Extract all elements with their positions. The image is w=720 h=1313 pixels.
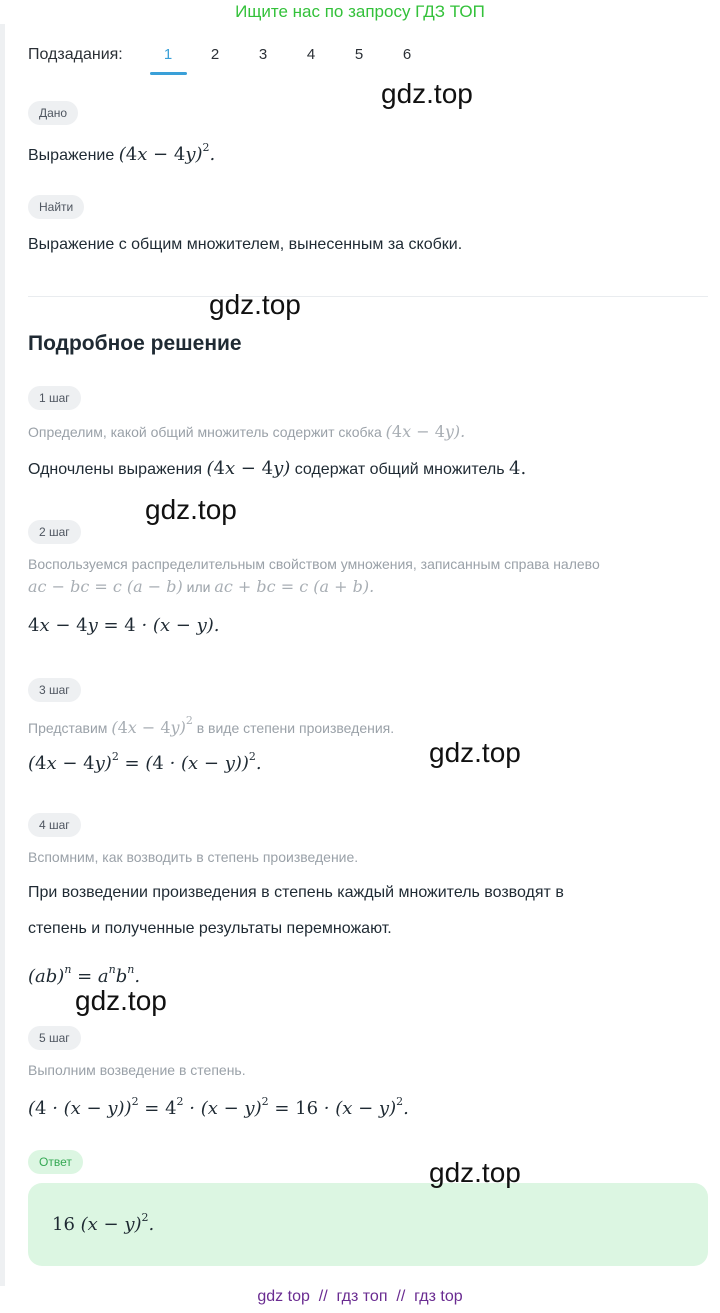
step-1-body-math: (4x − 4y) bbox=[206, 458, 291, 479]
step-2-formula-b: ac + bc = c (a + b). bbox=[214, 577, 375, 596]
step-3-badge: 3 шаг bbox=[28, 678, 81, 702]
step-3-hint bbox=[28, 714, 394, 737]
step-1-hint-text: Определим, какой общий множитель содержит скобка bbox=[28, 424, 382, 440]
step-3-result: $(4x - 4y)^2 = (4 \cdot (x - y))^2$. bbox=[28, 750, 262, 774]
step-1-body-text-a: Одночлены выражения bbox=[28, 461, 202, 478]
step-4-hint: Вспомним, как возводить в степень произведение. bbox=[28, 849, 359, 865]
left-border bbox=[0, 24, 5, 1286]
step-5-badge: 5 шаг bbox=[28, 1026, 81, 1050]
step-1-body-math2: 4. bbox=[509, 458, 527, 479]
subtasks-nav bbox=[28, 44, 708, 76]
watermark: gdz.top bbox=[145, 494, 237, 525]
subtasks-label: Подзадания: bbox=[28, 46, 123, 63]
find-text: Выражение с общим множителем, вынесенным за скобки. bbox=[28, 236, 463, 253]
answer-math: 16 $(x - y)^2$. bbox=[52, 1211, 155, 1235]
watermark: gdz.top bbox=[381, 78, 473, 109]
step-2-hint-formulas bbox=[28, 577, 374, 596]
tab-subtask-6[interactable]: 6 bbox=[402, 46, 412, 63]
step-1-body bbox=[28, 458, 526, 479]
tab-subtask-2[interactable]: 2 bbox=[210, 46, 220, 63]
tab-subtask-5[interactable]: 5 bbox=[354, 46, 364, 63]
step-4-result: $(ab)^n = a^nb^n$. bbox=[28, 963, 141, 987]
step-2-formula-a: ac − bc = c (a − b) bbox=[28, 577, 183, 596]
watermark: gdz.top bbox=[429, 1157, 521, 1188]
step-1-hint-math: (4x − 4y). bbox=[385, 422, 466, 441]
active-tab-indicator bbox=[150, 72, 187, 75]
step-1-body-text-b: содержат общий множитель bbox=[294, 461, 505, 478]
given-badge: Дано bbox=[28, 101, 78, 125]
step-3-hint-a: Представим bbox=[28, 720, 108, 736]
step-2-or: или bbox=[186, 579, 211, 595]
given-label: Выражение bbox=[28, 147, 115, 164]
footer-links[interactable]: gdz top // гдз топ // гдз top bbox=[257, 1288, 463, 1305]
watermark: gdz.top bbox=[429, 737, 521, 768]
tab-subtask-4[interactable]: 4 bbox=[306, 46, 316, 63]
answer-box bbox=[28, 1183, 708, 1266]
step-2-result: 4x − 4y = 4 · (x − y). bbox=[28, 615, 220, 636]
find-badge: Найти bbox=[28, 195, 84, 219]
step-4-body-line2: степень и полученные результаты перемножают. bbox=[28, 920, 392, 937]
search-banner[interactable]: Ищите нас по запросу ГДЗ ТОП bbox=[235, 2, 485, 21]
watermark: gdz.top bbox=[75, 985, 167, 1016]
step-1-hint bbox=[28, 422, 465, 441]
given-text bbox=[28, 141, 215, 165]
tab-subtask-1[interactable]: 1 bbox=[163, 46, 173, 63]
step-5-hint: Выполним возведение в степень. bbox=[28, 1062, 246, 1078]
step-1-badge: 1 шаг bbox=[28, 386, 81, 410]
tab-subtask-3[interactable]: 3 bbox=[258, 46, 268, 63]
step-3-hint-math: $(4x - 4y)^2$ bbox=[111, 714, 193, 737]
solution-title: Подробное решение bbox=[28, 332, 242, 355]
given-math: $(4x - 4y)^2$. bbox=[118, 141, 216, 165]
step-2-badge: 2 шаг bbox=[28, 520, 81, 544]
step-5-result: $(4 \cdot (x - y))^2 = 4^2 \cdot (x - y)^2 = 16 \cdot (x - y)^2$. bbox=[28, 1095, 409, 1119]
step-4-body-line1: При возведении произведения в степень каждый множитель возводят в bbox=[28, 884, 564, 901]
watermark: gdz.top bbox=[209, 289, 301, 320]
step-3-hint-b: в виде степени произведения. bbox=[196, 720, 395, 736]
divider bbox=[28, 296, 708, 297]
answer-badge: Ответ bbox=[28, 1150, 83, 1174]
step-4-badge: 4 шаг bbox=[28, 813, 81, 837]
step-2-hint: Воспользуемся распределительным свойством умножения, записанным справа налево bbox=[28, 556, 600, 572]
